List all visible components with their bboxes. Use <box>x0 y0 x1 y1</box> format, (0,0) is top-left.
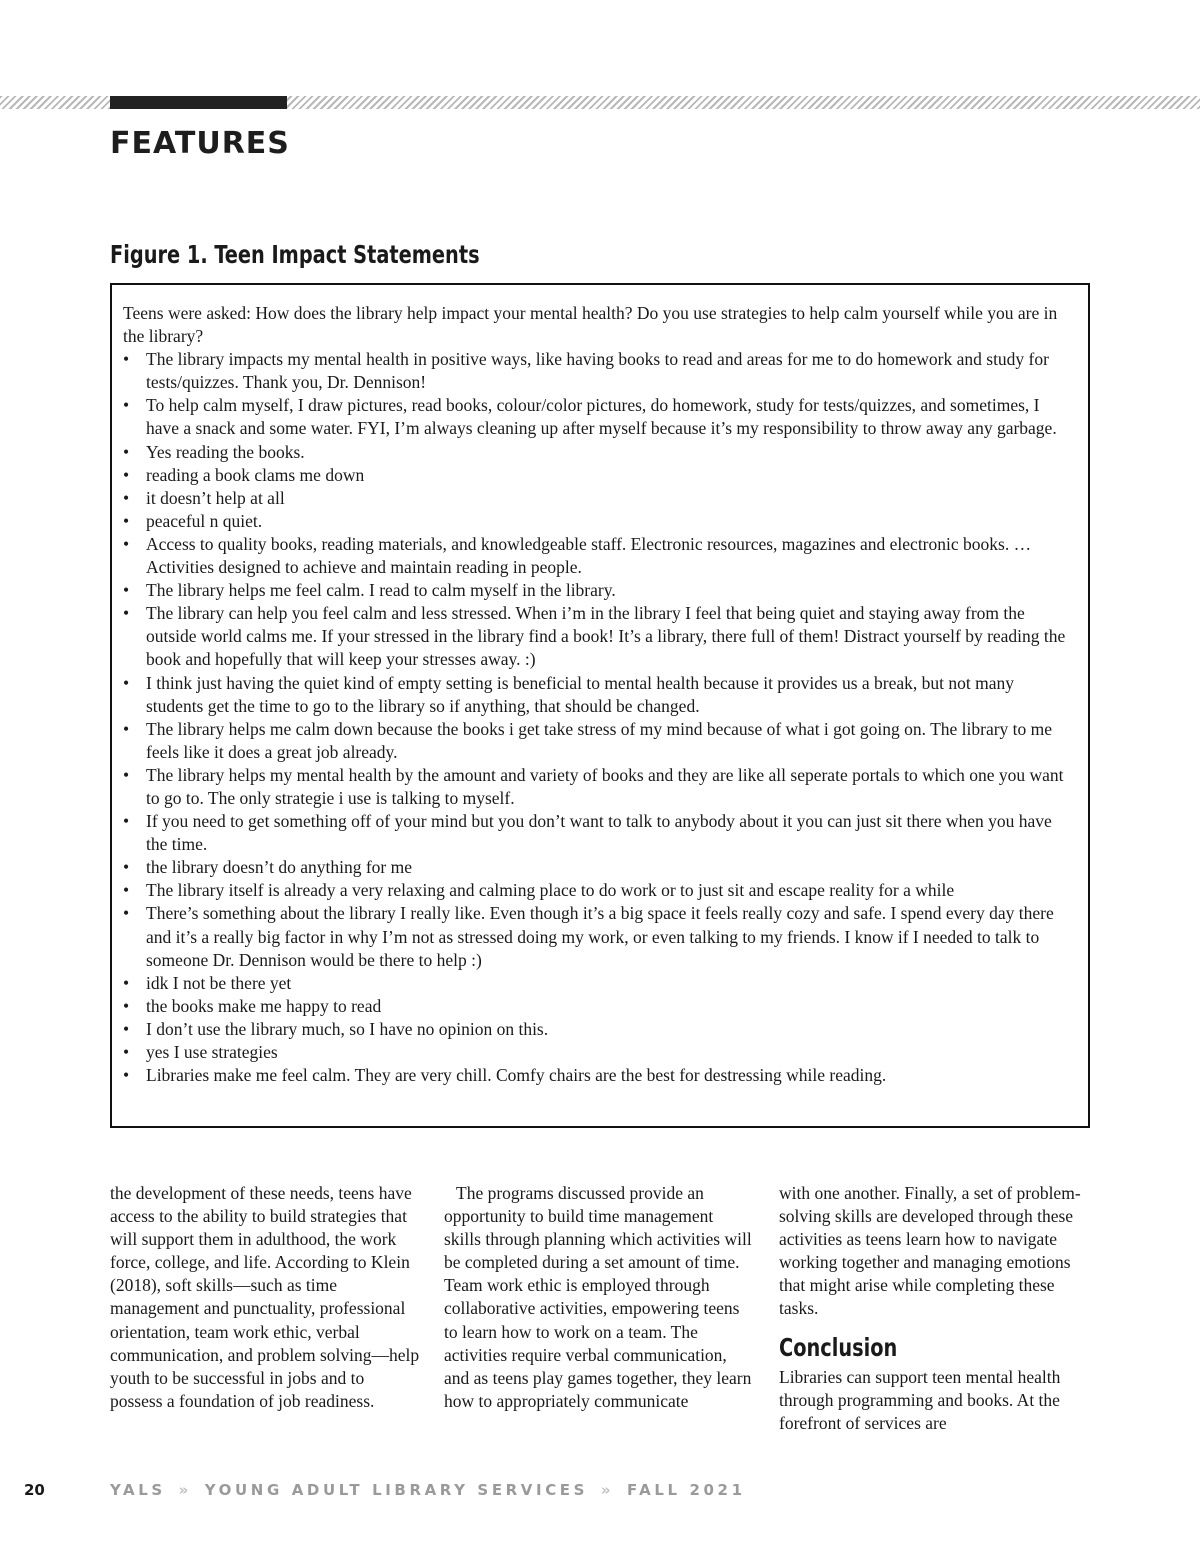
figure-box <box>110 283 1090 1128</box>
statement-item <box>123 487 1074 510</box>
statement-text: the library doesn’t do anything for me <box>146 857 413 878</box>
page-number: 20 <box>24 1481 45 1499</box>
statement-item <box>123 972 1074 995</box>
statement-item <box>123 394 1074 440</box>
figure-prompt: Teens were asked: How does the library help impact your mental health? Do you use strategies to help calm yourself while you are in the library? <box>123 303 1058 347</box>
body-paragraph: the development of these needs, teens have access to the ability to build strategies that will support them in adulthood, the work force, college, and life. According to Klein (2018), soft skills—such as time management and punctuality, professional orientation, team work ethic, verbal communication, and problem solving—help youth to be successful in jobs and to possess a foundation of job readiness. <box>110 1183 420 1411</box>
statement-item <box>123 902 1074 971</box>
bullet-glyph: • <box>123 811 130 832</box>
statement-text: There’s something about the library I really like. Even though it’s a big space it feels really cozy and safe. I spend every day there and it’s a really big factor in why I’m not as stressed doing my work, or even talking to my friends. I know if I needed to talk to someone Dr. Dennison would be there to help :) <box>146 903 1054 970</box>
statement-text: idk I not be there yet <box>146 972 292 993</box>
statement-text: The library impacts my mental health in positive ways, like having books to read and areas for me to do homework and study for tests/quizzes. Thank you, Dr. Dennison! <box>146 349 1049 393</box>
bullet-glyph: • <box>123 441 130 462</box>
statement-text: Libraries make me feel calm. They are very chill. Comfy chairs are the best for destressing while reading. <box>146 1065 887 1086</box>
journal-abbrev: YALS <box>110 1481 166 1499</box>
body-column-1 <box>110 1182 420 1413</box>
bullet-glyph: • <box>123 972 130 993</box>
bullet-glyph: • <box>123 603 130 624</box>
statement-list <box>123 348 1074 1087</box>
bullet-glyph: • <box>123 487 130 508</box>
bullet-glyph: • <box>123 510 130 531</box>
bullet-glyph: • <box>123 1065 130 1086</box>
statement-item <box>123 879 1074 902</box>
publication-name: YOUNG ADULT LIBRARY SERVICES <box>204 1481 589 1499</box>
bullet-glyph: • <box>123 1018 130 1039</box>
bullet-glyph: • <box>123 533 130 554</box>
bullet-glyph: • <box>123 464 130 485</box>
body-paragraph: with one another. Finally, a set of problem-solving skills are developed through these activities as teens learn how to navigate working together and managing emotions that might arise while completing these tasks. <box>779 1183 1081 1319</box>
statement-text: it doesn’t help at all <box>146 487 285 508</box>
statement-item <box>123 856 1074 879</box>
separator-glyph: » <box>178 1481 192 1499</box>
statement-text: To help calm myself, I draw pictures, read books, colour/color pictures, do homework, study for tests/quizzes, and sometimes, I have a snack and some water. FYI, I’m always cleaning up after myself because it’s my responsibility to throw away any garbage. <box>146 395 1057 439</box>
statement-text: the books make me happy to read <box>146 995 382 1016</box>
body-column-2 <box>444 1182 754 1413</box>
bullet-glyph: • <box>123 718 130 739</box>
bullet-glyph: • <box>123 349 130 370</box>
statement-text: reading a book clams me down <box>146 464 365 485</box>
running-footer <box>110 1481 746 1499</box>
bullet-glyph: • <box>123 1042 130 1062</box>
statement-item <box>123 1018 1074 1041</box>
bullet-glyph: • <box>123 880 130 901</box>
section-label: FEATURES <box>110 126 290 161</box>
statement-item <box>123 533 1074 579</box>
statement-text: The library helps my mental health by the amount and variety of books and they are like all seperate portals to which one you want to go to. The only strategie i use is talking to myself. <box>146 764 1064 808</box>
statement-item <box>123 1064 1074 1087</box>
body-paragraph: The programs discussed provide an opportunity to build time management skills through planning which activities will be completed during a set amount of time. Team work ethic is employed through collaborative activities, empowering teens to learn how to work on a team. The activities require verbal communication, and as teens play games together, they learn how to appropriately communicate <box>444 1183 752 1411</box>
statement-item <box>123 579 1074 602</box>
figure-title: Figure 1. Teen Impact Statements <box>110 240 480 269</box>
statement-text: The library helps me feel calm. I read to calm myself in the library. <box>146 580 616 601</box>
statement-item <box>123 1041 1074 1064</box>
statement-text: Access to quality books, reading materials, and knowledgeable staff. Electronic resources, magazines and electronic books. … Activities designed to achieve and maintain reading in people. <box>146 533 1032 578</box>
statement-item <box>123 764 1074 810</box>
statement-item <box>123 995 1074 1018</box>
bullet-glyph: • <box>123 857 130 878</box>
statement-text: yes I use strategies <box>146 1042 278 1062</box>
bullet-glyph: • <box>123 580 130 601</box>
separator-glyph: » <box>600 1481 615 1499</box>
bullet-glyph: • <box>123 395 130 416</box>
bullet-glyph: • <box>123 903 130 924</box>
statement-item <box>123 718 1074 764</box>
issue-label: FALL 2021 <box>627 1481 746 1499</box>
statement-text: peaceful n quiet. <box>146 510 263 531</box>
page-footer <box>0 1480 1200 1502</box>
conclusion-paragraph: Libraries can support teen mental health through programming and books. At the forefront of services are <box>779 1366 1061 1433</box>
statement-item <box>123 810 1074 856</box>
header-accent-bar <box>110 96 287 109</box>
statement-item <box>123 602 1074 671</box>
statement-text: If you need to get something off of your mind but you don’t want to talk to anybody about it you can just sit there when you have the time. <box>146 811 1052 855</box>
bullet-glyph: • <box>123 672 130 693</box>
statement-text: Yes reading the books. <box>146 441 305 462</box>
statement-item <box>123 464 1074 487</box>
bullet-glyph: • <box>123 764 130 785</box>
statement-item <box>123 672 1074 718</box>
statement-item <box>123 348 1074 394</box>
statement-text: The library itself is already a very relaxing and calming place to do work or to just sit and escape reality for a while <box>146 880 955 901</box>
statement-text: The library helps me calm down because the books i get take stress of my mind because of what i got going on. The library to me feels like it does a great job already. <box>146 718 1053 762</box>
statement-text: The library can help you feel calm and less stressed. When i’m in the library I feel that being quiet and staying away from the outside world calms me. If your stressed in the library find a book! It’s a library, there full of them! Distract yourself by reading the book and hopefully that will keep your stresses away. :) <box>146 603 1066 670</box>
conclusion-heading: Conclusion <box>779 1332 898 1362</box>
statement-text: I think just having the quiet kind of empty setting is beneficial to mental health because it provides us a break, but not many students get the time to go to the library so if anything, that should be changed. <box>146 672 1014 716</box>
statement-text: I don’t use the library much, so I have no opinion on this. <box>146 1018 549 1039</box>
statement-item <box>123 441 1074 464</box>
statement-item <box>123 510 1074 533</box>
body-column-3 <box>779 1182 1089 1435</box>
bullet-glyph: • <box>123 995 130 1016</box>
